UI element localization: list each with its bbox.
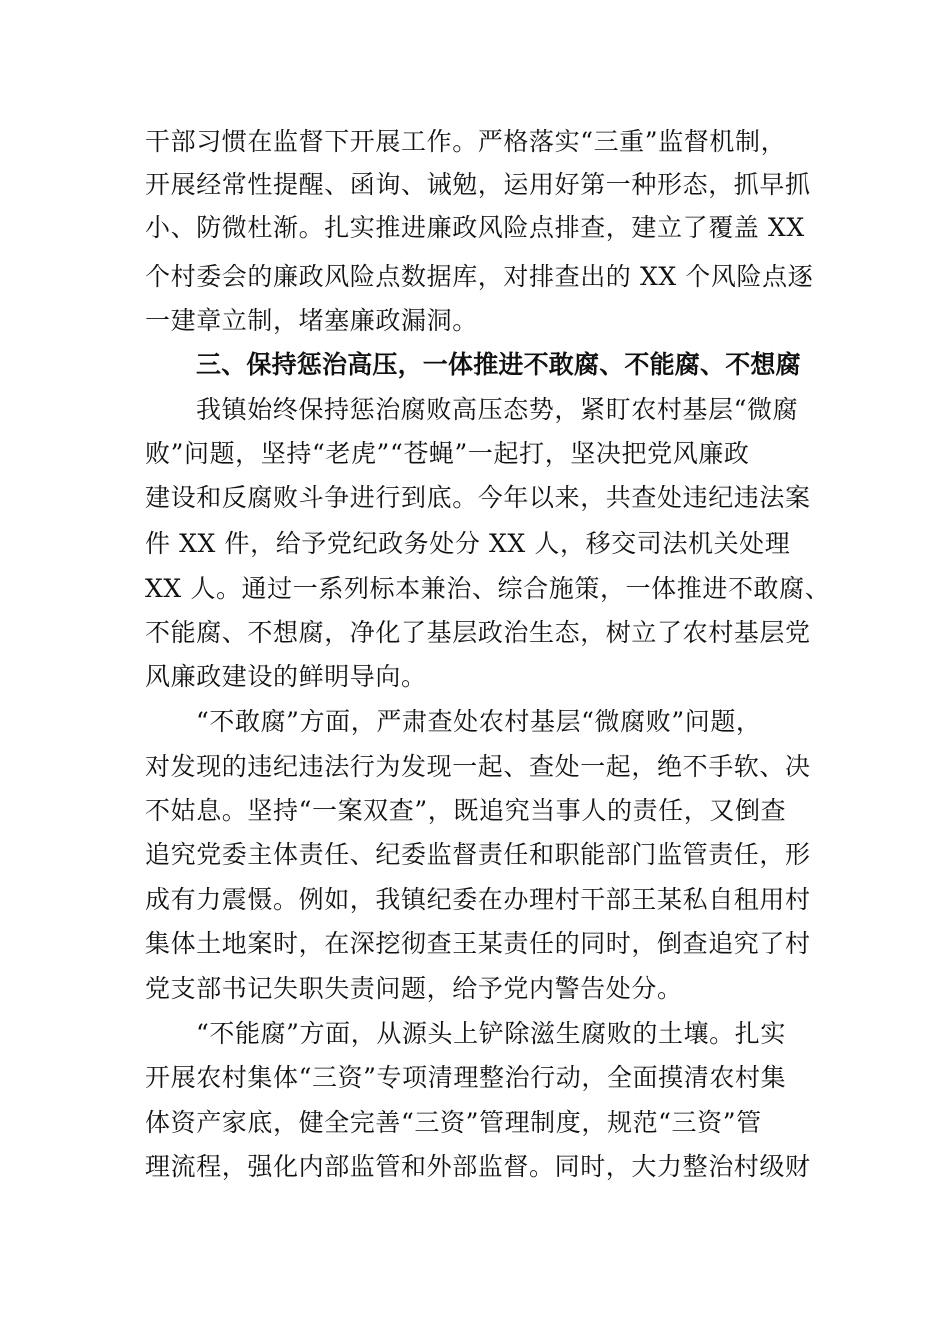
text-line: 风廉政建设的鲜明导向。 [145, 662, 427, 691]
text-line: 败”问题，坚持“老虎”“苍蝇”一起打，坚决把党风廉政 [145, 439, 750, 468]
text-line: 建设和反腐败斗争进行到底。今年以来，共查处违纪违法案 [145, 483, 811, 512]
text-line: 不能腐、不想腐，净化了基层政治生态，树立了农村基层党 [145, 618, 811, 647]
text-line: 党支部书记失职失责问题，给予党内警告处分。 [145, 974, 683, 1003]
text-line: 一建章立制，堵塞廉政漏洞。 [145, 306, 478, 335]
text-line: 开展农村集体“三资”专项清理整治行动，全面摸清农村集 [145, 1063, 787, 1092]
text-line: 对发现的违纪违法行为发现一起、查处一起，绝不手软、决 [145, 752, 811, 781]
text-line: 理流程，强化内部监管和外部监督。同时，大力整治村级财 [145, 1152, 811, 1181]
text-line: 成有力震慑。例如，我镇纪委在办理村干部王某私自租用村 [145, 885, 811, 914]
text-line: 件 XX 件，给予党纪政务处分 XX 人，移交司法机关处理 [145, 529, 791, 558]
text-line: “不能腐”方面，从源头上铲除滋生腐败的土壤。扎实 [196, 1019, 786, 1048]
text-line: 个村委会的廉政风险点数据库，对排查出的 XX 个风险点逐 [145, 262, 814, 291]
text-line: 干部习惯在监督下开展工作。严格落实“三重”监督机制， [145, 127, 787, 156]
text-line: 不姑息。坚持“一案双查”，既追究当事人的责任，又倒查 [145, 796, 787, 825]
text-line: 体资产家底，健全完善“三资”管理制度，规范“三资”管 [145, 1108, 762, 1137]
section-heading: 三、保持惩治高压，一体推进不敢腐、不能腐、不想腐 [196, 350, 801, 379]
text-line: 开展经常性提醒、函询、诫勉，运用好第一种形态，抓早抓 [145, 170, 811, 199]
text-line: 集体土地案时，在深挖彻查王某责任的同时，倒查追究了村 [145, 929, 811, 958]
text-line: 追究党委主体责任、纪委监督责任和职能部门监管责任，形 [145, 840, 811, 869]
text-line: “不敢腐”方面，严肃查处农村基层“微腐败”问题， [196, 707, 762, 736]
text-line: 小、防微杜渐。扎实推进廉政风险点排查，建立了覆盖 XX [145, 213, 805, 242]
text-line: 我镇始终保持惩治腐败高压态势，紧盯农村基层“微腐 [196, 395, 799, 424]
text-line: XX 人。通过一系列标本兼治、综合施策，一体推进不敢腐、 [145, 574, 831, 603]
